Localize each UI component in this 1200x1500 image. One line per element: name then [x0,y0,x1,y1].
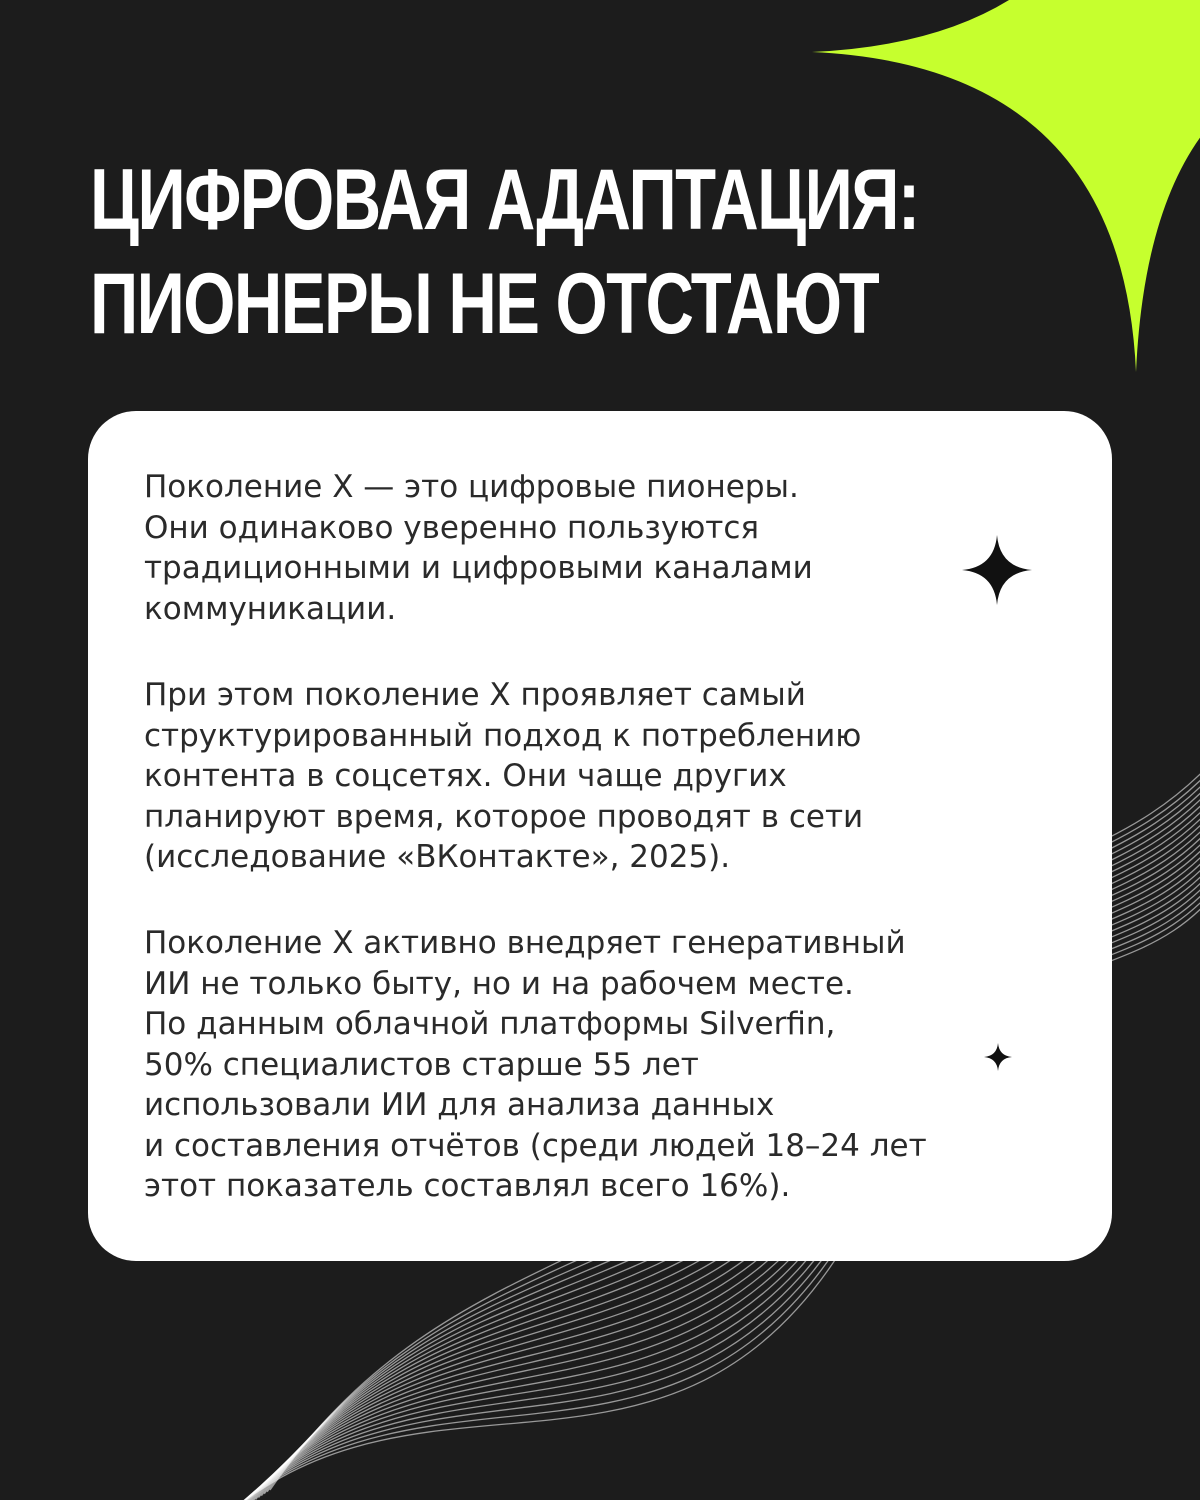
text-line: коммуникации. [144,590,397,627]
text-line: традиционными и цифровыми каналами [144,550,813,586]
text-line: и составления отчётов (среди людей 18–24 лет [144,1127,927,1164]
text-line: (исследование «ВКонтакте», 2025). [144,839,731,875]
text-line: ИИ не только быту, но и на рабочем месте. [144,965,854,1002]
paragraph-digital-pioneers [144,467,813,629]
text-line: Поколение Х активно внедряет генеративный [144,925,906,961]
text-line: По данным облачной платформы Silverfin, [144,1006,836,1042]
text-line: 50% специалистов старше 55 лет [144,1046,699,1083]
paragraph-structured-approach [144,675,863,878]
info-card [88,411,1112,1261]
text-line: использовали ИИ для анализа данных [144,1087,775,1123]
paragraph-generative-ai [144,923,927,1207]
page-title [90,148,919,356]
text-line: Они одинаково уверенно пользуются [144,509,760,546]
text-line: контента в соцсетях. Они чаще других [144,758,787,794]
sparkle-icon [984,1043,1012,1071]
sparkle-icon [962,535,1032,605]
text-line: планируют время, которое проводят в сети [144,798,864,835]
text-line: При этом поколение Х проявляет самый [144,677,806,713]
text-line: этот показатель составлял всего 16%). [144,1168,791,1204]
text-line: структурированный подход к потреблению [144,717,862,754]
title-line-1: ЦИФРОВАЯ АДАПТАЦИЯ: [90,152,919,248]
text-line: Поколение Х — это цифровые пионеры. [144,469,799,505]
title-line-2: ПИОНЕРЫ НЕ ОТСТАЮТ [90,256,879,352]
